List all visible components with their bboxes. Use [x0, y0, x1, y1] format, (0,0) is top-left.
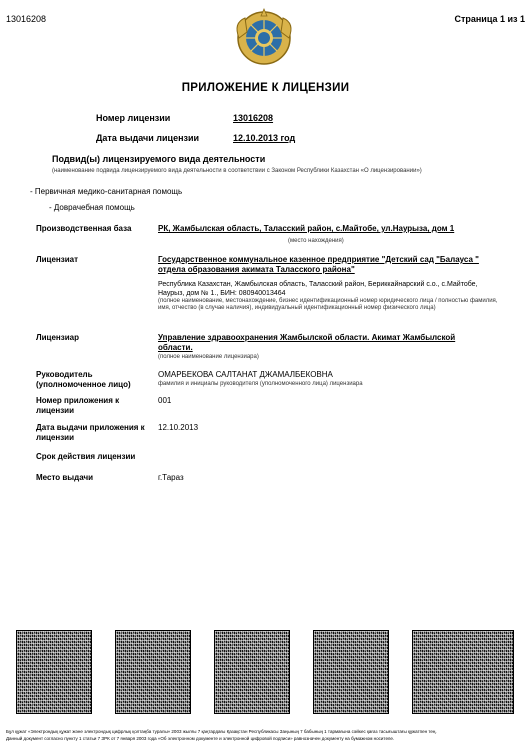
validity-label: Срок действия лицензии	[36, 452, 136, 461]
place-value: г.Тараз	[158, 473, 184, 482]
appendix-number-label: Номер приложения к лицензии	[36, 396, 120, 415]
head-label: Руководитель (уполномоченное лицо)	[36, 370, 131, 389]
appendix-date-value: 12.10.2013	[158, 423, 199, 432]
licensee-address: Республика Казахстан, Жамбылская область, Таласский район, Бериккайнарский с.о., с.Майтобе, Наурыз, дом № 1., БИН: 080940013464	[158, 281, 478, 297]
qr-code-icon	[214, 630, 290, 714]
base-note: (место нахождения)	[288, 238, 344, 244]
license-date-value: 12.10.2013 год	[233, 133, 296, 143]
licensee-label: Лицензиат	[36, 255, 78, 264]
subtypes-heading: Подвид(ы) лицензируемого вида деятельности	[52, 154, 266, 164]
base-label: Производственная база	[36, 224, 132, 233]
licensor-note: (полное наименование лицензиара)	[158, 354, 259, 360]
page-title: ПРИЛОЖЕНИЕ К ЛИЦЕНЗИИ	[181, 82, 350, 94]
license-number-label: Номер лицензии	[96, 113, 171, 123]
footer-text-ru: Данный документ согласно пункту 1 статьи 7 ЗРК от 7 января 2003 года «Об электронном документе и электронной цифровой подписи» равнозначен документу на бумажном носителе.	[6, 736, 395, 741]
base-value: РК, Жамбылская область, Таласский район, с.Майтобе, ул.Наурыза, дом 1	[158, 224, 455, 233]
licensor-label: Лицензиар	[36, 333, 79, 342]
subtype-item: - Доврачебная помощь	[49, 203, 135, 212]
subtypes-note: (наименование подвида лицензируемого вида деятельности в соответствии с Законом Республики Казахстан «О лицензировании»)	[52, 168, 422, 174]
footer-text-kz: Бұл құжат «Электрондық құжат және электрондық цифрлық қолтаңба туралы» 2003 жылғы 7 қаңтардағы Қазақстан Республикасы Заңының 7 бабының 1 тармағына сәйкес қағаз тасығыштағы құжатпен тең.	[6, 729, 437, 734]
place-label: Место выдачи	[36, 473, 94, 482]
qr-code-icon	[412, 630, 514, 714]
document-number: 13016208	[6, 14, 47, 24]
subtype-item: - Первичная медико-санитарная помощь	[30, 187, 183, 196]
qr-code-icon	[115, 630, 191, 714]
license-number-value: 13016208	[233, 113, 274, 123]
qr-code-icon	[313, 630, 389, 714]
head-note: фамилия и инициалы руководителя (уполномоченного лица) лицензиара	[158, 381, 363, 387]
appendix-number-value: 001	[158, 396, 172, 405]
licensee-value: Государственное коммунальное казенное предприятие "Детский сад "Балауса " отдела образования акимата Таласского района"	[158, 255, 479, 274]
qr-code-icon	[16, 630, 92, 714]
appendix-date-label: Дата выдачи приложения к лицензии	[36, 423, 145, 442]
licensee-note: (полное наименование, местонахождение, бизнес идентификационный номер юридического лица / полностью фамилия, имя, отчество (в случае наличия), индивидуальный идентификационный номер физического лица)	[158, 298, 498, 311]
head-value: ОМАРБЕКОВА САЛТАНАТ ДЖАМАЛБЕКОВНА	[158, 370, 333, 379]
page-indicator: Страница 1 из 1	[454, 14, 525, 24]
licensor-value: Управление здравоохранения Жамбылской области. Акимат Жамбылской области.	[158, 333, 456, 352]
license-date-label: Дата выдачи лицензии	[96, 133, 200, 143]
kazakhstan-emblem-icon	[231, 8, 297, 66]
